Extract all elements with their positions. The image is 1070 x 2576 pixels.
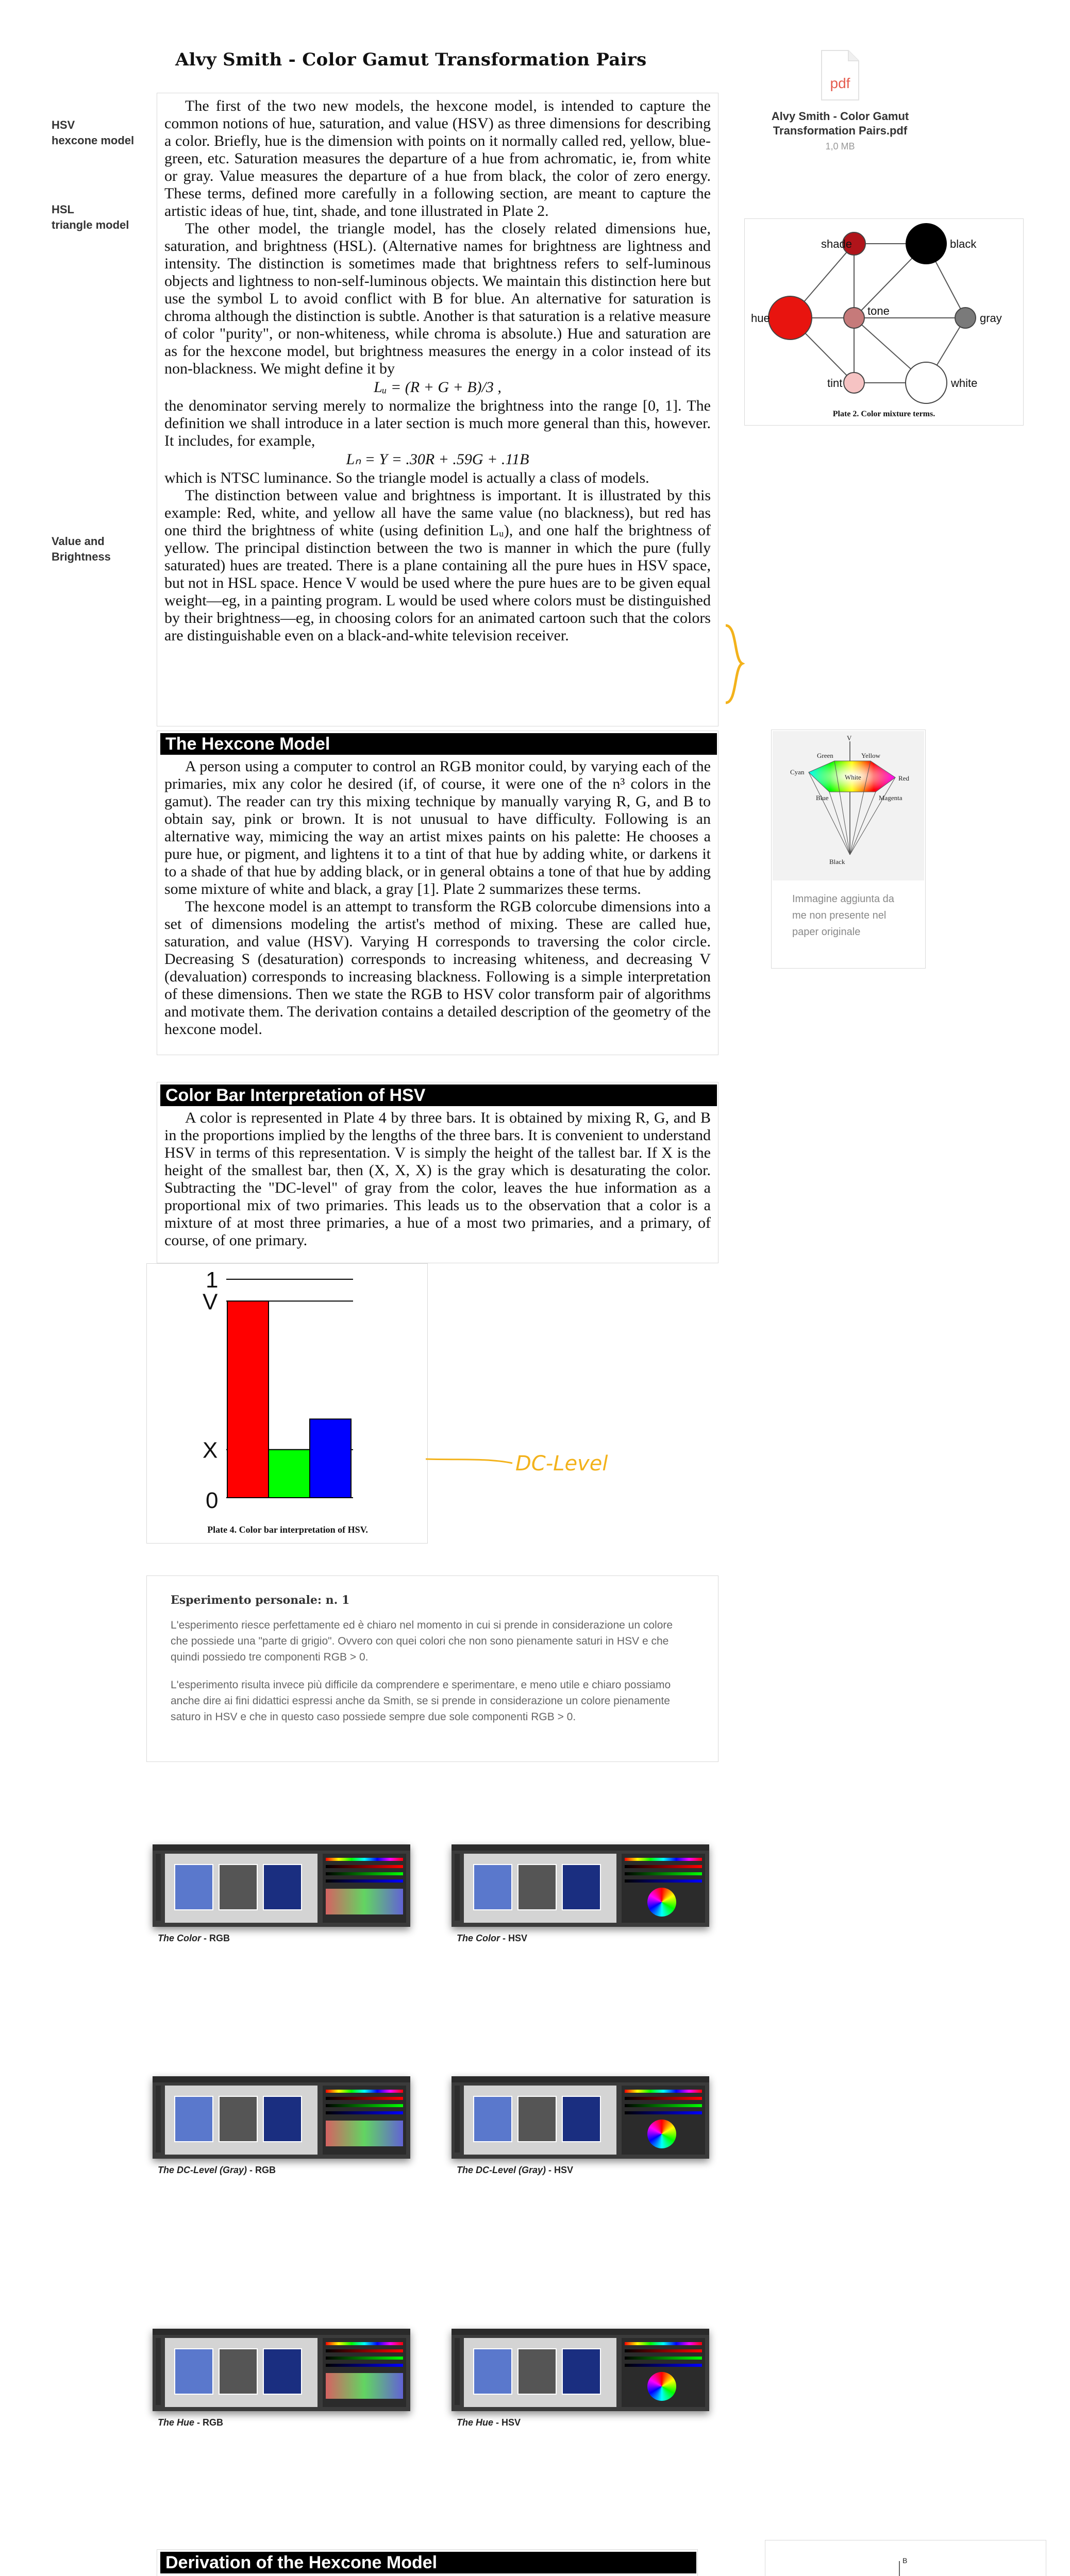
label-hue: hue: [751, 312, 770, 325]
plate2-figure: [744, 218, 1024, 426]
plate4-caption: Plate 4. Color bar interpretation of HSV.: [207, 1524, 368, 1535]
hex-label-magenta: Magenta: [879, 794, 902, 802]
hex-label-green: Green: [817, 752, 833, 759]
label-gray: gray: [980, 312, 1002, 325]
label-shade: shade: [821, 238, 852, 250]
colorbar-text: [164, 1109, 711, 1249]
attachment-size: 1,0 MB: [825, 141, 855, 151]
hex-label-v: V: [847, 734, 852, 742]
plate4-chart: [147, 1264, 425, 1516]
plate2-caption: Plate 2. Color mixture terms.: [832, 410, 935, 418]
screenshot-caption-mode: - RGB: [194, 2417, 224, 2428]
derivation-panel-1: [157, 2549, 698, 2576]
hex-label-yellow: Yellow: [861, 752, 880, 759]
tint-dot: [844, 372, 864, 393]
colorbar-paragraph-1: A color is represented in Plate 4 by three bars. It is obtained by mixing R, G, and B in the proportions implied by the lengths of the three bars. It is convenient to understand HSV in terms of this representation. V is simply the height of the tallest bar. If X is the height of the smallest bar, then (X, X, X) is the gray which is desaturating the color. Subtracting the "DC-level" of gray from the color, leaves the hue information as a proportional mix of two primaries. This leads us to the observation that a color is a mixture of at most three primaries, a hue of a most two primaries, and a primary, of course, of one primary.: [164, 1109, 711, 1249]
screenshot-4: [452, 2076, 709, 2174]
hexcone-image: [773, 731, 924, 880]
screenshot-image: [153, 1844, 410, 1927]
fig1-label-b: B: [902, 2556, 908, 2565]
pdf-icon: [820, 49, 861, 101]
screenshot-image: [452, 2329, 709, 2411]
hexcone-heading: The Hexcone Model: [160, 733, 717, 755]
axis-label-0: 0: [206, 1488, 219, 1513]
screenshot-caption-mode: - RGB: [201, 1933, 230, 1943]
hexcone-section-panel: [157, 731, 718, 1055]
screenshot-caption: [457, 2417, 521, 2428]
dc-level-arrow: [426, 1453, 513, 1468]
screenshot-2: [452, 1844, 709, 1942]
hue-dot: [768, 296, 812, 340]
screenshot-3: [153, 2076, 410, 2174]
screenshot-5: [153, 2329, 410, 2427]
hex-label-cyan: Cyan: [790, 768, 805, 776]
screenshot-caption-subject: The DC-Level (Gray): [158, 2165, 247, 2175]
screenshot-image: [452, 2076, 709, 2159]
plate4-figure: [146, 1263, 428, 1544]
screenshot-caption-subject: The Color: [158, 1933, 201, 1943]
note-title: Esperimento personale: n. 1: [171, 1594, 350, 1607]
gray-dot: [955, 308, 976, 328]
colorcube-diagram: [765, 2540, 1044, 2576]
label-black: black: [950, 238, 977, 250]
screenshot-caption-subject: The Hue: [158, 2417, 195, 2428]
equation-brightness: Lᵤ = (R + G + B)/3 ,: [374, 379, 501, 396]
side-label-hsl: HSL triangle model: [52, 203, 129, 231]
attachment-name: Alvy Smith - Color Gamut Transformation Pairs.pdf: [771, 110, 909, 137]
pdf-icon-label: pdf: [830, 75, 850, 91]
screenshot-caption: [457, 2165, 573, 2176]
axis-label-x: X: [203, 1437, 218, 1463]
screenshot-caption: [158, 2165, 276, 2176]
bar-b: [310, 1419, 351, 1498]
black-dot: [906, 223, 947, 264]
personal-note: [146, 1575, 718, 1762]
pdf-attachment[interactable]: [763, 49, 917, 152]
hex-label-blue: Blue: [816, 794, 829, 802]
derivation-heading: Derivation of the Hexcone Model: [160, 2552, 696, 2573]
screenshot-1: [153, 1844, 410, 1942]
colorbar-heading: Color Bar Interpretation of HSV: [160, 1084, 717, 1106]
brace-annotation: [722, 623, 747, 706]
color-mixture-diagram: [745, 219, 1023, 404]
equation-ntsc: Lₙ = Y = .30R + .59G + .11B: [346, 451, 529, 468]
tone-dot: [844, 308, 864, 328]
intro-panel: [157, 93, 718, 726]
screenshot-caption: [158, 1933, 230, 1944]
axis-label-v: V: [203, 1289, 218, 1315]
bar-g: [269, 1450, 310, 1498]
screenshot-caption-subject: The Color: [457, 1933, 500, 1943]
intro-paragraph-2: The other model, the triangle model, has the closely related dimensions hue, saturation, and brightness (HSL). (Alternative names for brightness are lightness and intensity. The distinction is sometimes made that brightness refers to self-luminous objects and lightness to non-self-luminous objects. We maintain this distinction here but use the symbol L to avoid conflict with B for blue. An alternative for saturation is chroma although the distinction is subtle. Another is that saturation is a relative measure of color "purity", or non-whiteness, while chroma is absolute.) Hue and saturation are as for the hexcone model, but brightness measures the energy in a color instead of its non-blackness. We might define it by: [164, 220, 711, 377]
label-tint: tint: [827, 377, 843, 389]
note-paragraph-1: L'esperimento riesce perfettamente ed è chiaro nel momento in cui si prende in considerazione un colore che possiede una "parte di grigio". Ovvero con quei colori che non sono pienamente saturi in HSV e che quindi possiedo tre componenti RGB > 0.: [171, 1619, 673, 1663]
hexcone-paragraph-2: The hexcone model is an attempt to transform the RGB colorcube dimensions into a set of dimensions modeling the artist's method of mixing. These are called hue, saturation, and value (HSV). Varying H corresponds to traversing the color circle. Decreasing S (desaturation) corresponds to increasing whiteness, and decreasing V (devaluation) corresponds to increasing blackness. Following is a simple interpretation of these dimensions. Then we state the RGB to HSV color transform pair of algorithms and motivate them. The derivation contains a detailed description of the geometry of the hexcone model.: [164, 898, 711, 1038]
screenshot-caption-subject: The DC-Level (Gray): [457, 2165, 546, 2175]
screenshot-image: [153, 2076, 410, 2159]
bar-r: [227, 1301, 269, 1498]
white-dot: [906, 362, 947, 403]
side-label-hsv: HSV hexcone model: [52, 118, 135, 147]
hexcone-image-card: [771, 730, 926, 969]
hexcone-text: [164, 758, 711, 1038]
intro-paragraph-1: The first of the two new models, the hexcone model, is intended to capture the common notions of hue, saturation, and value (HSV) as three dimensions for describing a color. Briefly, hue is the dimension with points on it normally called red, yellow, blue-green, etc. Saturation measures the departure of a hue from achromatic, ie, from white or gray. Value measures the departure of a hue from black, the color of zero energy. These terms, defined more carefully in a following section, are meant to capture the artistic ideas of hue, tint, shade, and tone illustrated in Plate 2.: [164, 97, 711, 219]
intro-paragraph-4: which is NTSC luminance. So the triangle model is actually a class of models.: [164, 469, 649, 486]
screenshot-caption-mode: - HSV: [546, 2165, 574, 2175]
screenshot-caption-mode: - HSV: [493, 2417, 521, 2428]
hex-label-black: Black: [829, 858, 845, 866]
screenshot-caption: [158, 2417, 223, 2428]
intro-paragraph-5: The distinction between value and brightness is important. It is illustrated by this example: Red, white, and yellow all have the same value (no blackness), but red has one third the brightness of white (using definition Lᵤ), and one half the brightness of yellow. The principal distinction between the two is manner in which the pure (fully saturated) hues are treated. There is a plane containing all the pure hues in HSV space, but not in HSL space. Hence V would be used where the pure hues are to be given equal weight—eg, in a painting program. L would be used where colors must be distinguished by their brightness—eg, in choosing colors for an animated cartoon such that the colors are distinguishable even on a black-and-white television receiver.: [164, 487, 711, 644]
colorbar-section-panel: [157, 1082, 718, 1263]
screenshot-image: [153, 2329, 410, 2411]
dc-level-annotation: DC-Level: [515, 1452, 608, 1476]
label-tone: tone: [867, 304, 890, 317]
hexcone-image-note: Immagine aggiunta da me non presente nel paper originale: [792, 893, 894, 938]
screenshot-caption-subject: The Hue: [457, 2417, 494, 2428]
note-paragraph-2: L'esperimento risulta invece più difficile da comprendere e sperimentare, e meno utile e chiaro possiamo anche dire ai fini didattici espressi anche da Smith, se si prende in considerazione un colore pienamente saturo in HSV e che in questo caso possiede sempre due sole componenti RGB > 0.: [171, 1679, 671, 1723]
intro-paragraph-3: the denominator serving merely to normalize the brightness into the range [0, 1]. The definition we shall introduce in a later section is much more general than this, however. It includes, for example,: [164, 397, 711, 449]
screenshot-caption: [457, 1933, 527, 1944]
page-title: Alvy Smith - Color Gamut Transformation Pairs: [175, 49, 647, 70]
intro-text: [164, 97, 711, 645]
screenshot-caption-mode: - RGB: [247, 2165, 276, 2175]
fig1-figure: [765, 2540, 1046, 2576]
screenshot-image: [452, 1844, 709, 1927]
hexcone-paragraph-1: A person using a computer to control an RGB monitor could, by varying each of the primaries, mix any color he desired (if, of course, it were one of the n³ colors in the gamut). The reader can try this mixing technique by manually varying R, G, and B to obtain say, pink or brown. It is not unusual to have difficulty. Following is an alternative way, mimicing the way an artist mixes paints on his palette: He chooses a pure hue, or pigment, and lightens it to a tint of that hue by adding white, or darkens it to a shade of that hue by adding black, or in general obtains a tone of that hue by adding some mixture of white and black, a gray [1]. Plate 2 summarizes these terms.: [164, 758, 711, 897]
hex-label-red: Red: [898, 774, 909, 782]
screenshot-6: [452, 2329, 709, 2427]
axis-label-1: 1: [206, 1267, 219, 1293]
side-label-value: Value and Brightness: [52, 535, 111, 563]
label-white: white: [951, 377, 978, 389]
screenshot-caption-mode: - HSV: [500, 1933, 528, 1943]
hex-label-white: White: [845, 773, 861, 781]
